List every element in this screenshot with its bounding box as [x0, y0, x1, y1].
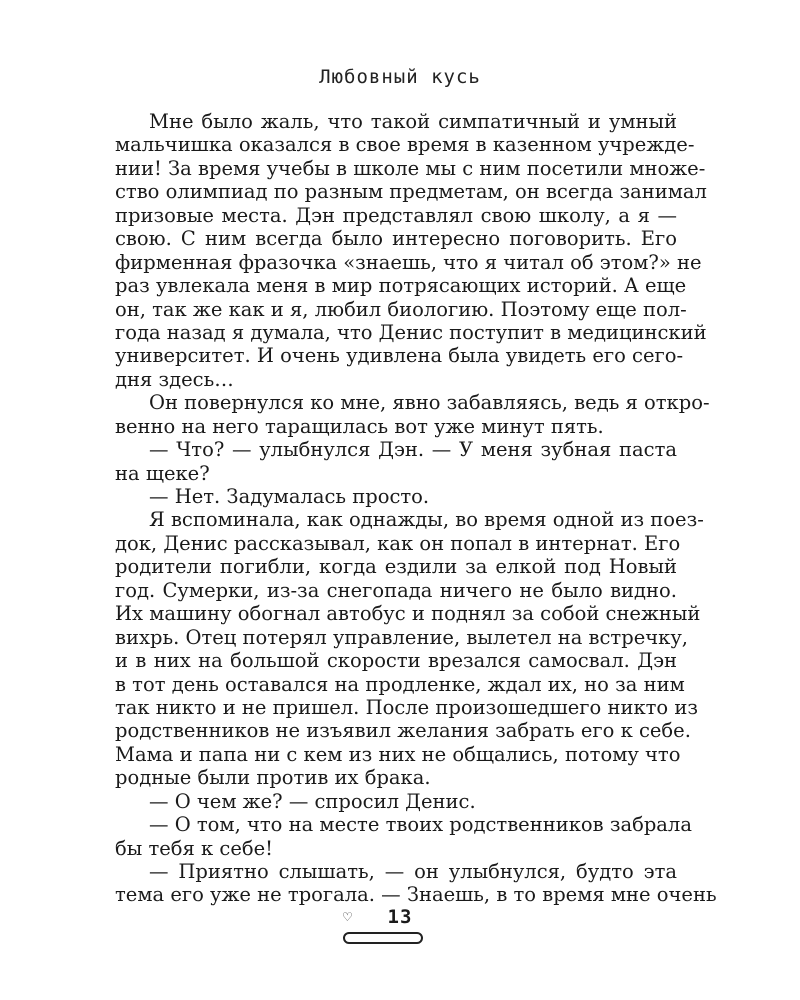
text-line: на щеке?: [115, 461, 210, 485]
running-head: Любовный кусь: [319, 66, 481, 88]
text-line: свою. С ним всегда было интересно поговорить. Его: [115, 227, 677, 251]
text-line: он, так же как и я, любил биологию. Поэтому еще пол-: [115, 297, 687, 321]
text-line: дня здесь…: [115, 367, 234, 391]
text-line: — Что? — улыбнулся Дэн. — У меня зубная паста: [149, 438, 677, 462]
text-line: так никто и не пришел. После произошедшего никто из: [115, 695, 698, 719]
text-line: и в них на большой скорости врезался самосвал. Дэн: [115, 649, 677, 673]
body-text: [115, 110, 717, 907]
text-line: мальчишка оказался в свое время в казенном учрежде-: [115, 133, 695, 157]
text-line: года назад я думала, что Денис поступит в медицинский: [115, 320, 707, 344]
text-line: Мама и папа ни с кем из них не общались, потому что: [115, 742, 681, 766]
text-line: раз увлекала меня в мир потрясающих историй. А еще: [115, 274, 687, 298]
text-line: тема его уже не трогала. — Знаешь, в то время мне очень: [115, 883, 717, 907]
heart-icon: ♡: [342, 910, 353, 924]
text-line: Их машину обогнал автобус и поднял за собой снежный: [115, 602, 701, 626]
text-line: Он повернулся ко мне, явно забавляясь, ведь я откро-: [149, 391, 710, 415]
text-line: родители погибли, когда ездили за елкой под Новый: [115, 555, 677, 579]
text-line: университет. И очень удивлена была увидеть его сего-: [115, 344, 684, 368]
text-line: фирменная фразочка «знаешь, что я читал об этом?» не: [115, 250, 702, 274]
text-line: год. Сумерки, из-за снегопада ничего не было видно.: [115, 578, 677, 602]
text-line: Я вспоминала, как однажды, во время одной из поез-: [149, 508, 704, 532]
text-line: венно на него таращилась вот уже минут пять.: [115, 414, 604, 438]
text-line: Мне было жаль, что такой симпатичный и умный: [149, 110, 677, 133]
text-line: призовые места. Дэн представлял свою школу, а я —: [115, 203, 677, 227]
text-line: ство олимпиад по разным предметам, он всегда занимал: [115, 180, 707, 204]
page-number: 13: [387, 906, 413, 928]
folio-decoration: [343, 932, 423, 944]
text-line: родственников не изъявил желания забрать его к себе.: [115, 719, 691, 743]
text-line: — Нет. Задумалась просто.: [149, 485, 430, 508]
text-line: в тот день оставался на продленке, ждал их, но за ним: [115, 672, 685, 696]
text-line: — О чем же? — спросил Денис.: [149, 789, 476, 813]
text-line: док, Денис рассказывал, как он попал в интернат. Его: [115, 531, 681, 555]
text-line: родные были против их брака.: [115, 766, 431, 790]
text-line: вихрь. Отец потерял управление, вылетел на встречку,: [115, 625, 688, 649]
text-line: нии! За время учебы в школе мы с ним посетили множе-: [115, 156, 706, 180]
text-line: — О том, что на месте твоих родственников забрала: [149, 813, 692, 837]
text-line: бы тебя к себе!: [115, 836, 273, 860]
text-line: — Приятно слышать, — он улыбнулся, будто эта: [149, 860, 677, 883]
